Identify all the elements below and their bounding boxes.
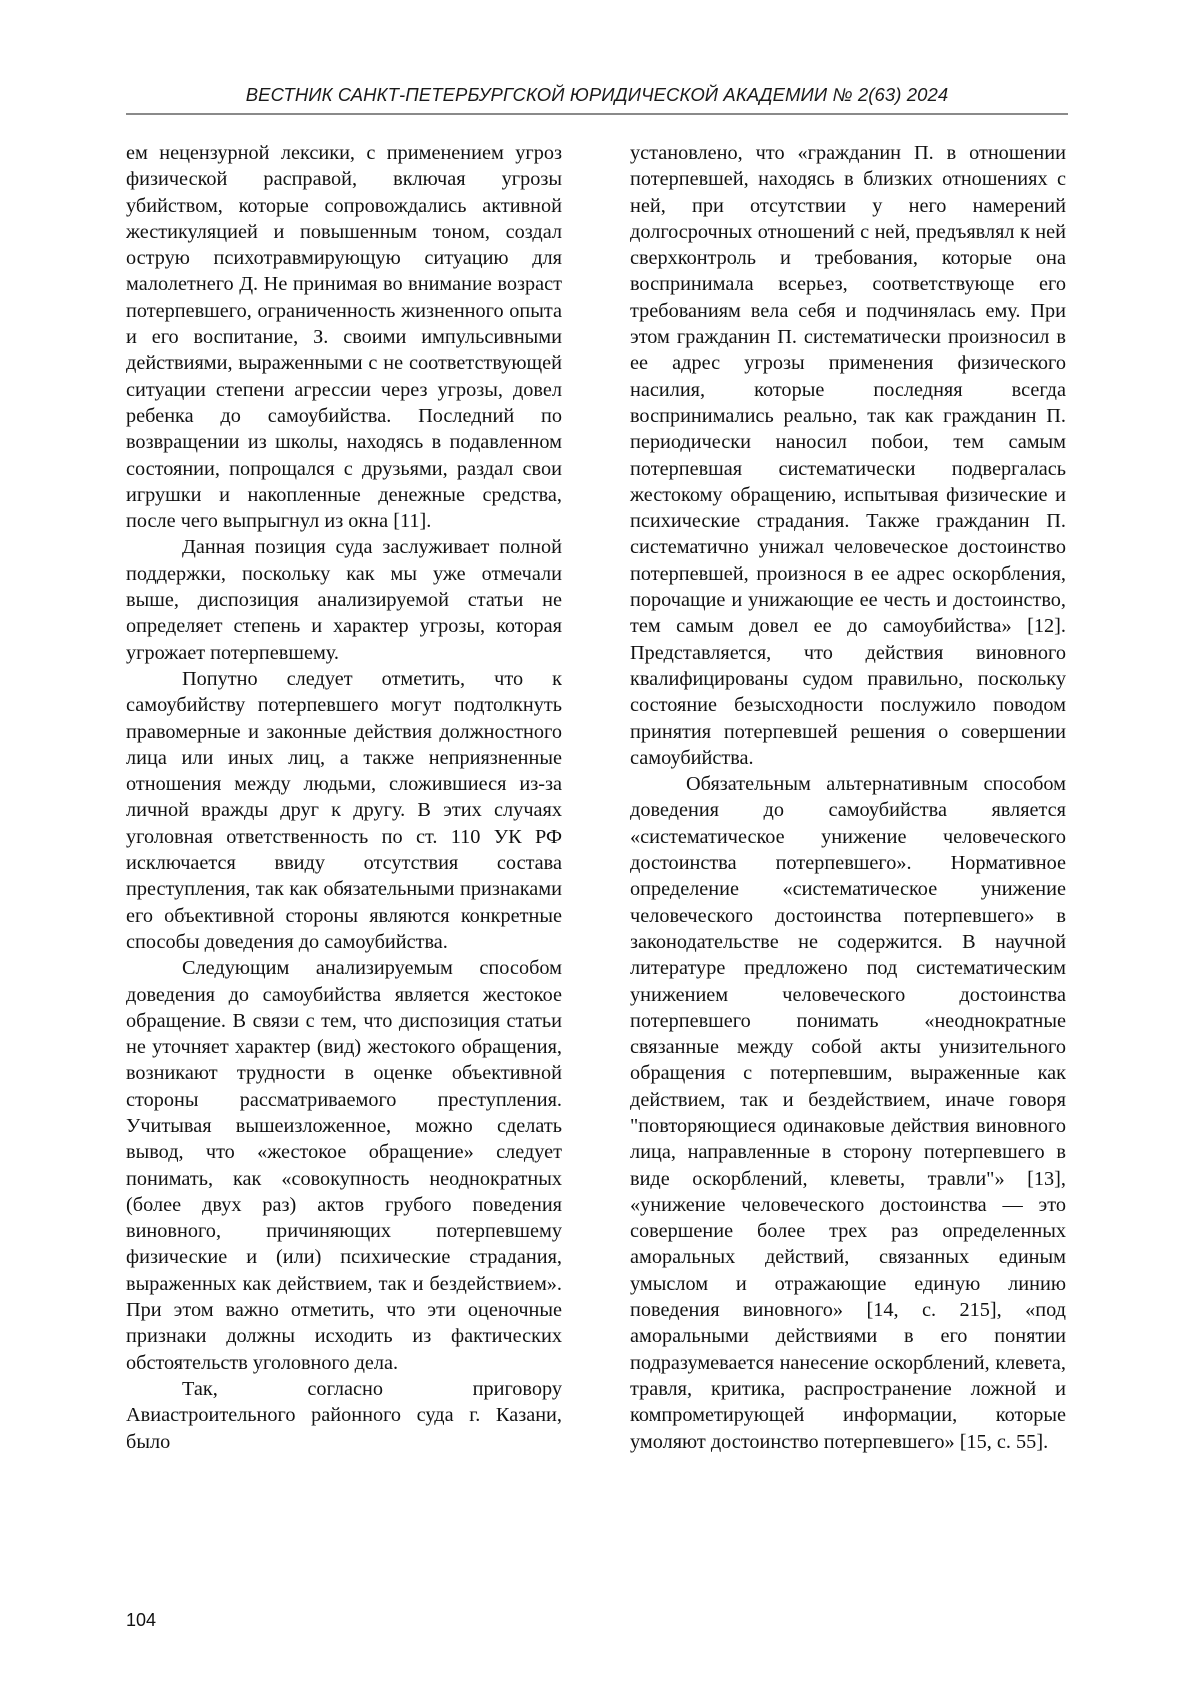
page-number: 104 bbox=[126, 1610, 157, 1630]
journal-header: ВЕСТНИК САНКТ-ПЕТЕРБУРГСКОЙ ЮРИДИЧЕСКОЙ АКАДЕМИИ № 2(63) 2024 bbox=[245, 84, 949, 105]
paragraph: Следующим анализируемым способом доведения до самоубийства является жестокое обращение. В связи с тем, что диспозиция статьи не уточняет характер (вид) жестокого обращения, возникают трудности в оценке объективной стороны рассматриваемого преступления. Учитывая вышеизложенное, можно сделать вывод, что «жестокое обращение» следует понимать, как «совокупность неоднократных (более двух раз) актов грубого поведения виновного, причиняющих потерпевшему физические и (или) психические страдания, выраженных как действием, так и бездействием». При этом важно отметить, что эти оценочные признаки должны исходить из фактических обстоятельств уголовного дела. bbox=[126, 957, 562, 1374]
paragraph: Попутно следует отметить, что к самоубийству потерпевшего могут подтолкнуть правомерные и законные действия должностного лица или иных лиц, а также неприязненные отношения между людьми, сложившиеся из-за личной вражды друг к другу. В этих случаях уголовная ответственность по ст. 110 УК РФ исключается ввиду отсутствия состава преступления, так как обязательными признаками его объективной стороны являются конкретные способы доведения до самоубийства. bbox=[126, 667, 562, 953]
paragraph: установлено, что «гражданин П. в отношении потерпевшей, находясь в близких отношениях с ней, при отсутствии у него намерений долгосрочных отношений с ней, предъявлял к ней сверхконтроль и требования, которые она воспринимала всерьез, соответствующе его требованиям вела себя и подчинялась ему. При этом гражданин П. систематически произносил в ее адрес угрозы применения физического насилия, которые последняя всегда воспринимались реально, так как гражданин П. периодически наносил побои, тем самым потерпевшая систематически подвергалась жестокому обращению, испытывая физические и психические страдания. Также гражданин П. систематично унижал человеческое достоинство потерпевшей, произнося в ее адрес оскорбления, порочащие и унижающие ее честь и достоинство, тем самым довел ее до самоубийства» [12]. Представляется, что действия виновного квалифицированы судом правильно, поскольку состояние безысходности послужило поводом принятия потерпевшей решения о совершении самоубийства. bbox=[630, 142, 1066, 769]
header-divider bbox=[126, 113, 1068, 115]
left-column bbox=[126, 140, 562, 1455]
right-column bbox=[630, 140, 1066, 1455]
paragraph: Обязательным альтернативным способом доведения до самоубийства является «систематическое унижение человеческого достоинства потерпевшего». Нормативное определение «систематическое унижение человеческого достоинства потерпевшего» в законодательстве не содержится. В научной литературе предложено под систематическим унижением человеческого достоинства потерпевшего понимать «неоднократные связанные между собой акты унизительного обращения с потерпевшим, выраженные как действием, так и бездействием, иначе говоря "повторяющиеся одинаковые действия виновного лица, направленные в сторону потерпевшего в виде оскорблений, клеветы, травли"» [13], «унижение человеческого достоинства — это совершение более трех раз определенных аморальных действий, связанных единым умыслом и отражающие единую линию поведения виновного» [14, с. 215], «под аморальными действиями в его понятии подразумевается нанесение оскорблений, клевета, травля, критика, распространение ложной и компрометирующей информации, которые умоляют достоинство потерпевшего» [15, с. 55]. bbox=[630, 773, 1066, 1453]
paragraph: Так, согласно приговору Авиастроительного районного суда г. Казани, было bbox=[126, 1377, 562, 1453]
paragraph: ем нецензурной лексики, с применением угроз физической расправой, включая угрозы убийством, которые сопровождались активной жестикуляцией и повышенным тоном, создал острую психотравмирующую ситуацию для малолетнего Д. Не принимая во внимание возраст потерпевшего, ограниченность жизненного опыта и его воспитание, З. своими импульсивными действиями, выраженными с не соответствующей ситуации степени агрессии через угрозы, довел ребенка до самоубийства. Последний по возвращении из школы, находясь в подавленном состоянии, попрощался с друзьями, раздал свои игрушки и накопленные денежные средства, после чего выпрыгнул из окна [11]. bbox=[126, 142, 562, 533]
paragraph: Данная позиция суда заслуживает полной поддержки, поскольку как мы уже отмечали выше, диспозиция анализируемой статьи не определяет степень и характер угрозы, которая угрожает потерпевшему. bbox=[126, 536, 562, 664]
